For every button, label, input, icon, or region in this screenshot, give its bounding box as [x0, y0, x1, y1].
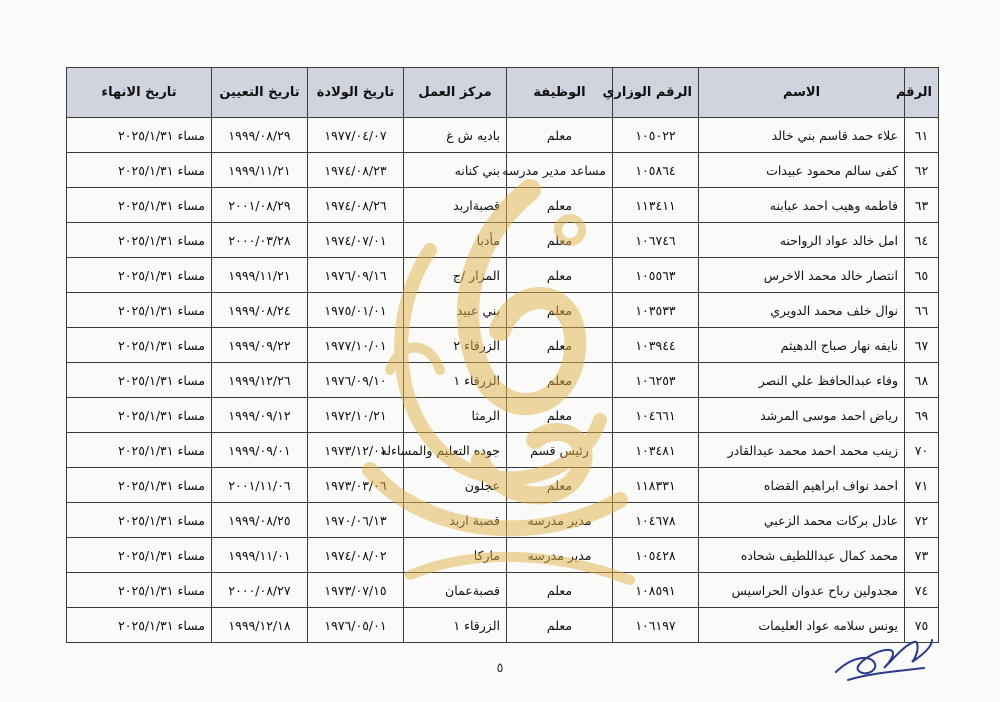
row-job: معلم [507, 468, 613, 503]
row-name: يونس سلامه عواد العليمات [699, 608, 905, 643]
row-work-center: قصبةاربد [404, 188, 507, 223]
row-appointment-date: ١٩٩٩/٠٨/٢٤ [212, 293, 308, 328]
table-row [67, 433, 939, 468]
row-job: معلم [507, 363, 613, 398]
row-end-date: مساء ٢٠٢٥/١/٣١ [67, 398, 212, 433]
row-num: ٦١ [905, 118, 939, 153]
row-num: ٧١ [905, 468, 939, 503]
row-name: رياض احمد موسى المرشد [699, 398, 905, 433]
table-row [67, 188, 939, 223]
row-birth-date: ١٩٧٣/٠٧/١٥ [308, 573, 404, 608]
row-end-date: مساء ٢٠٢٥/١/٣١ [67, 608, 212, 643]
signature-icon [828, 628, 938, 684]
table-row [67, 573, 939, 608]
row-end-date: مساء ٢٠٢٥/١/٣١ [67, 573, 212, 608]
table-row [67, 503, 939, 538]
row-ministry-no: ١٠٣٩٤٤ [613, 328, 699, 363]
row-birth-date: ١٩٧٦/٠٩/١٠ [308, 363, 404, 398]
row-work-center: مأدبا [404, 223, 507, 258]
row-birth-date: ١٩٧٥/٠١/٠١ [308, 293, 404, 328]
row-num: ٦٩ [905, 398, 939, 433]
row-job: معلم [507, 573, 613, 608]
header-end-date: تاريخ الانهاء [67, 68, 212, 118]
row-appointment-date: ١٩٩٩/٠٩/٢٢ [212, 328, 308, 363]
row-end-date: مساء ٢٠٢٥/١/٣١ [67, 503, 212, 538]
row-ministry-no: ١١٨٣٣١ [613, 468, 699, 503]
row-name: احمد نواف ابراهيم القضاه [699, 468, 905, 503]
row-ministry-no: ١٠٨٥٩١ [613, 573, 699, 608]
row-ministry-no: ١٠٦٧٤٦ [613, 223, 699, 258]
row-ministry-no: ١٠٦٢٥٣ [613, 363, 699, 398]
row-num: ٦٨ [905, 363, 939, 398]
row-work-center: بني كنانه [404, 153, 507, 188]
row-job: مساعد مدير مدرسه [507, 153, 613, 188]
row-end-date: مساء ٢٠٢٥/١/٣١ [67, 188, 212, 223]
table-row [67, 363, 939, 398]
row-job: معلم [507, 188, 613, 223]
row-job: معلم [507, 328, 613, 363]
row-appointment-date: ١٩٩٩/٠٩/٠١ [212, 433, 308, 468]
header-appointment-date: تاريخ التعيين [212, 68, 308, 118]
row-end-date: مساء ٢٠٢٥/١/٣١ [67, 293, 212, 328]
row-appointment-date: ٢٠٠٠/٠٣/٢٨ [212, 223, 308, 258]
table-row [67, 223, 939, 258]
row-birth-date: ١٩٧٤/٠٨/٢٦ [308, 188, 404, 223]
row-appointment-date: ١٩٩٩/١١/٢١ [212, 153, 308, 188]
row-ministry-no: ١٠٥٥٦٣ [613, 258, 699, 293]
table-row [67, 293, 939, 328]
row-job: معلم [507, 608, 613, 643]
row-num: ٧٤ [905, 573, 939, 608]
row-work-center: الزرقاء ٢ [404, 328, 507, 363]
row-num: ٦٤ [905, 223, 939, 258]
row-birth-date: ١٩٧٧/١٠/٠١ [308, 328, 404, 363]
row-work-center: عجلون [404, 468, 507, 503]
row-num: ٧٥ [905, 608, 939, 643]
table-row [67, 398, 939, 433]
row-work-center: بني عبيد [404, 293, 507, 328]
row-appointment-date: ١٩٩٩/١٢/١٨ [212, 608, 308, 643]
row-name: مجدولين رباح عدوان الحراسيس [699, 573, 905, 608]
table-row [67, 258, 939, 293]
table-row [67, 118, 939, 153]
row-ministry-no: ١٠٥٨٦٤ [613, 153, 699, 188]
row-end-date: مساء ٢٠٢٥/١/٣١ [67, 328, 212, 363]
row-num: ٧٣ [905, 538, 939, 573]
row-name: فاطمه وهيب احمد عبابنه [699, 188, 905, 223]
row-end-date: مساء ٢٠٢٥/١/٣١ [67, 433, 212, 468]
table-row [67, 468, 939, 503]
row-work-center: المزار /ج [404, 258, 507, 293]
row-end-date: مساء ٢٠٢٥/١/٣١ [67, 538, 212, 573]
header-ministry-no: الرقم الوزاري [613, 68, 699, 118]
row-birth-date: ١٩٧٧/٠٤/٠٧ [308, 118, 404, 153]
row-appointment-date: ٢٠٠١/٠٨/٢٩ [212, 188, 308, 223]
row-job: معلم [507, 118, 613, 153]
row-ministry-no: ١٠٣٥٣٣ [613, 293, 699, 328]
row-appointment-date: ١٩٩٩/١١/٠١ [212, 538, 308, 573]
row-birth-date: ١٩٧٠/٠٦/١٣ [308, 503, 404, 538]
row-work-center: الرمثا [404, 398, 507, 433]
row-end-date: مساء ٢٠٢٥/١/٣١ [67, 223, 212, 258]
row-num: ٦٦ [905, 293, 939, 328]
row-name: كفى سالم محمود عبيدات [699, 153, 905, 188]
row-job: معلم [507, 258, 613, 293]
table-header-row [67, 68, 939, 118]
row-job: رئيس قسم [507, 433, 613, 468]
row-work-center: قصبةعمان [404, 573, 507, 608]
header-job: الوظيفة [507, 68, 613, 118]
row-ministry-no: ١٠٤٦٦١ [613, 398, 699, 433]
row-birth-date: ١٩٧٣/١٢/٠١ [308, 433, 404, 468]
row-job: معلم [507, 223, 613, 258]
row-job: معلم [507, 293, 613, 328]
row-birth-date: ١٩٧٣/٠٣/٠٦ [308, 468, 404, 503]
row-job: مدير مدرسه [507, 503, 613, 538]
row-job: مدير مدرسه [507, 538, 613, 573]
row-num: ٦٥ [905, 258, 939, 293]
row-name: محمد كمال عبداللطيف شحاده [699, 538, 905, 573]
row-name: انتصار خالد محمد الاخرس [699, 258, 905, 293]
row-appointment-date: ٢٠٠١/١١/٠٦ [212, 468, 308, 503]
row-end-date: مساء ٢٠٢٥/١/٣١ [67, 468, 212, 503]
header-name: الاسم [699, 68, 905, 118]
table-row [67, 153, 939, 188]
row-appointment-date: ١٩٩٩/٠٨/٢٥ [212, 503, 308, 538]
row-birth-date: ١٩٧٦/٠٩/١٦ [308, 258, 404, 293]
table-row [67, 328, 939, 363]
row-work-center: الزرقاء ١ [404, 363, 507, 398]
row-birth-date: ١٩٧٦/٠٥/٠١ [308, 608, 404, 643]
header-work-center: مركز العمل [404, 68, 507, 118]
row-ministry-no: ١٠٥٤٢٨ [613, 538, 699, 573]
row-appointment-date: ١٩٩٩/٠٨/٢٩ [212, 118, 308, 153]
row-appointment-date: ١٩٩٩/١١/٢١ [212, 258, 308, 293]
row-birth-date: ١٩٧٤/٠٨/٢٣ [308, 153, 404, 188]
row-name: امل خالد عواد الرواحنه [699, 223, 905, 258]
row-work-center: جوده التعليم والمساءله [404, 433, 507, 468]
table-row [67, 538, 939, 573]
row-appointment-date: ٢٠٠٠/٠٨/٢٧ [212, 573, 308, 608]
row-num: ٧٢ [905, 503, 939, 538]
row-name: وفاء عبدالحافظ علي النصر [699, 363, 905, 398]
page-number: ٥ [496, 661, 504, 676]
row-num: ٦٧ [905, 328, 939, 363]
row-end-date: مساء ٢٠٢٥/١/٣١ [67, 363, 212, 398]
row-end-date: مساء ٢٠٢٥/١/٣١ [67, 153, 212, 188]
employee-table [66, 67, 939, 643]
row-birth-date: ١٩٧٤/٠٧/٠١ [308, 223, 404, 258]
row-name: عادل بركات محمد الزعبي [699, 503, 905, 538]
row-birth-date: ١٩٧٢/١٠/٢١ [308, 398, 404, 433]
row-work-center: قصبة اربد [404, 503, 507, 538]
row-job: معلم [507, 398, 613, 433]
row-num: ٧٠ [905, 433, 939, 468]
row-ministry-no: ١١٣٤١١ [613, 188, 699, 223]
row-appointment-date: ١٩٩٩/٠٩/١٢ [212, 398, 308, 433]
table-body [67, 118, 939, 643]
row-end-date: مساء ٢٠٢٥/١/٣١ [67, 118, 212, 153]
row-birth-date: ١٩٧٤/٠٨/٠٢ [308, 538, 404, 573]
row-name: زينب محمد احمد محمد عبدالقادر [699, 433, 905, 468]
row-name: نوال خلف محمد الدويري [699, 293, 905, 328]
row-ministry-no: ١٠٣٤٨١ [613, 433, 699, 468]
row-num: ٦٢ [905, 153, 939, 188]
row-work-center: ماركا [404, 538, 507, 573]
row-name: علاء حمد قاسم بني خالد [699, 118, 905, 153]
table-row [67, 608, 939, 643]
header-num: الرقم [905, 68, 939, 118]
row-ministry-no: ١٠٦١٩٧ [613, 608, 699, 643]
row-name: نايفه نهار صباح الدهيثم [699, 328, 905, 363]
row-end-date: مساء ٢٠٢٥/١/٣١ [67, 258, 212, 293]
row-ministry-no: ١٠٥٠٢٢ [613, 118, 699, 153]
row-appointment-date: ١٩٩٩/١٢/٢٦ [212, 363, 308, 398]
row-ministry-no: ١٠٤٦٧٨ [613, 503, 699, 538]
row-work-center: الزرقاء ١ [404, 608, 507, 643]
row-work-center: باديه ش غ [404, 118, 507, 153]
row-num: ٦٣ [905, 188, 939, 223]
header-birth-date: تاريخ الولادة [308, 68, 404, 118]
